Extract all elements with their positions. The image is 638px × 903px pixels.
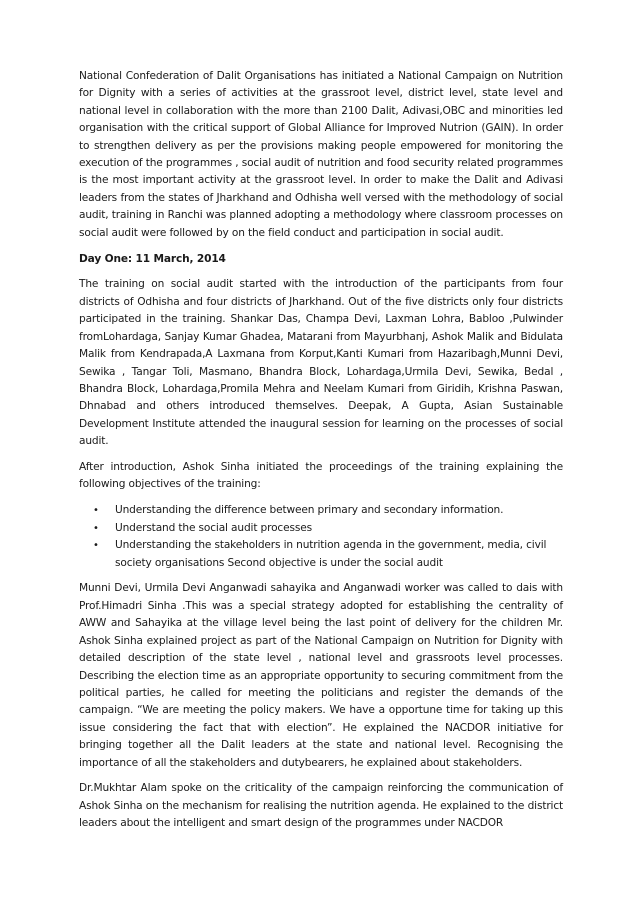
list-item-text: Understanding the stakeholders in nutrition agenda in the government, media, civil society organisations Second objective is under the social audit: [115, 539, 547, 569]
document-body: [79, 68, 563, 841]
munni-devi-paragraph: Munni Devi, Urmila Devi Anganwadi sahayika and Anganwadi worker was called to dais with Prof.Himadri Sinha .This was a special strategy adopted for establishing the centrality of AWW and Sahayika at the village level being the last point of delivery for the children Mr. Ashok Sinha explained project as part of the National Campaign on Nutrition for Dignity with detailed description of the state level , national level and grassroots level processes. Describing the election time as an appropriate opportunity to securing commitment from the political parties, he called for meeting the politicians and register the demands of the campaign. “We are meeting the policy makers. We have a opportune time for taking up this issue considering the fact that with election”. He explained the NACDOR initiative for bringing together all the Dalit leaders at the state and national level. Recognising the importance of all the stakeholders and dutybearers, he explained about stakeholders.: [79, 582, 563, 769]
objectives-list: [79, 502, 563, 572]
bullet-icon: •: [93, 522, 99, 534]
list-item: [93, 537, 563, 572]
bullet-icon: •: [93, 505, 99, 517]
intro-paragraph: National Confederation of Dalit Organisations has initiated a National Campaign on Nutrition for Dignity with a series of activities at the grassroot level, district level, state level and national level in collaboration with the more than 2100 Dalit, Adivasi,OBC and minorities led organisation with the critical support of Global Alliance for Improved Nutrion (GAIN). In order to strengthen delivery as per the provisions making people empowered for monitoring the execution of the programmes , social audit of nutrition and food security related programmes is the most important activity at the grassroot level. In order to make the Dalit and Adivasi leaders from the states of Jharkhand and Odhisha well versed with the methodology of social audit, training in Ranchi was planned adopting a methodology where classroom processes on social audit were followed by on the field conduct and participation in social audit.: [79, 70, 563, 239]
day-one-heading: Day One: 11 March, 2014: [79, 252, 226, 265]
list-item-text: Understand the social audit processes: [115, 521, 312, 534]
bullet-icon: •: [93, 540, 99, 552]
list-item-text: Understanding the difference between primary and secondary information.: [115, 504, 504, 517]
mukhtar-alam-paragraph: Dr.Mukhtar Alam spoke on the criticality of the campaign reinforcing the communication of Ashok Sinha on the mechanism for realising the nutrition agenda. He explained to the district leaders about the intelligent and smart design of the programmes under NACDOR: [79, 782, 563, 830]
day-one-paragraph: The training on social audit started with the introduction of the participants from four districts of Odhisha and four districts of Jharkhand. Out of the five districts only four districts participated in the training. Shankar Das, Champa Devi, Laxman Lohra, Babloo ,Pulwinder fromLohardaga, Sanjay Kumar Ghadea, Matarani from Mayurbhanj, Ashok Malik and Bidulata Malik from Kendrapada,A Laxmana from Korput,Kanti Kumari from Hazaribagh,Munni Devi, Sewika , Tangar Toli, Masmano, Bhandra Block, Lohardaga,Urmila Devi, Sewika, Bedal , Bhandra Block, Lohardaga,Promila Mehra and Neelam Kumari from Giridih, Krishna Paswan, Dhnabad and others introduced themselves. Deepak, A Gupta, Asian Sustainable Development Institute attended the inaugural session for learning on the processes of social audit.: [79, 278, 563, 448]
list-item: [93, 520, 563, 537]
list-item: [93, 502, 563, 519]
objectives-intro-paragraph: After introduction, Ashok Sinha initiated the proceedings of the training explaining the following objectives of the training:: [79, 461, 563, 491]
